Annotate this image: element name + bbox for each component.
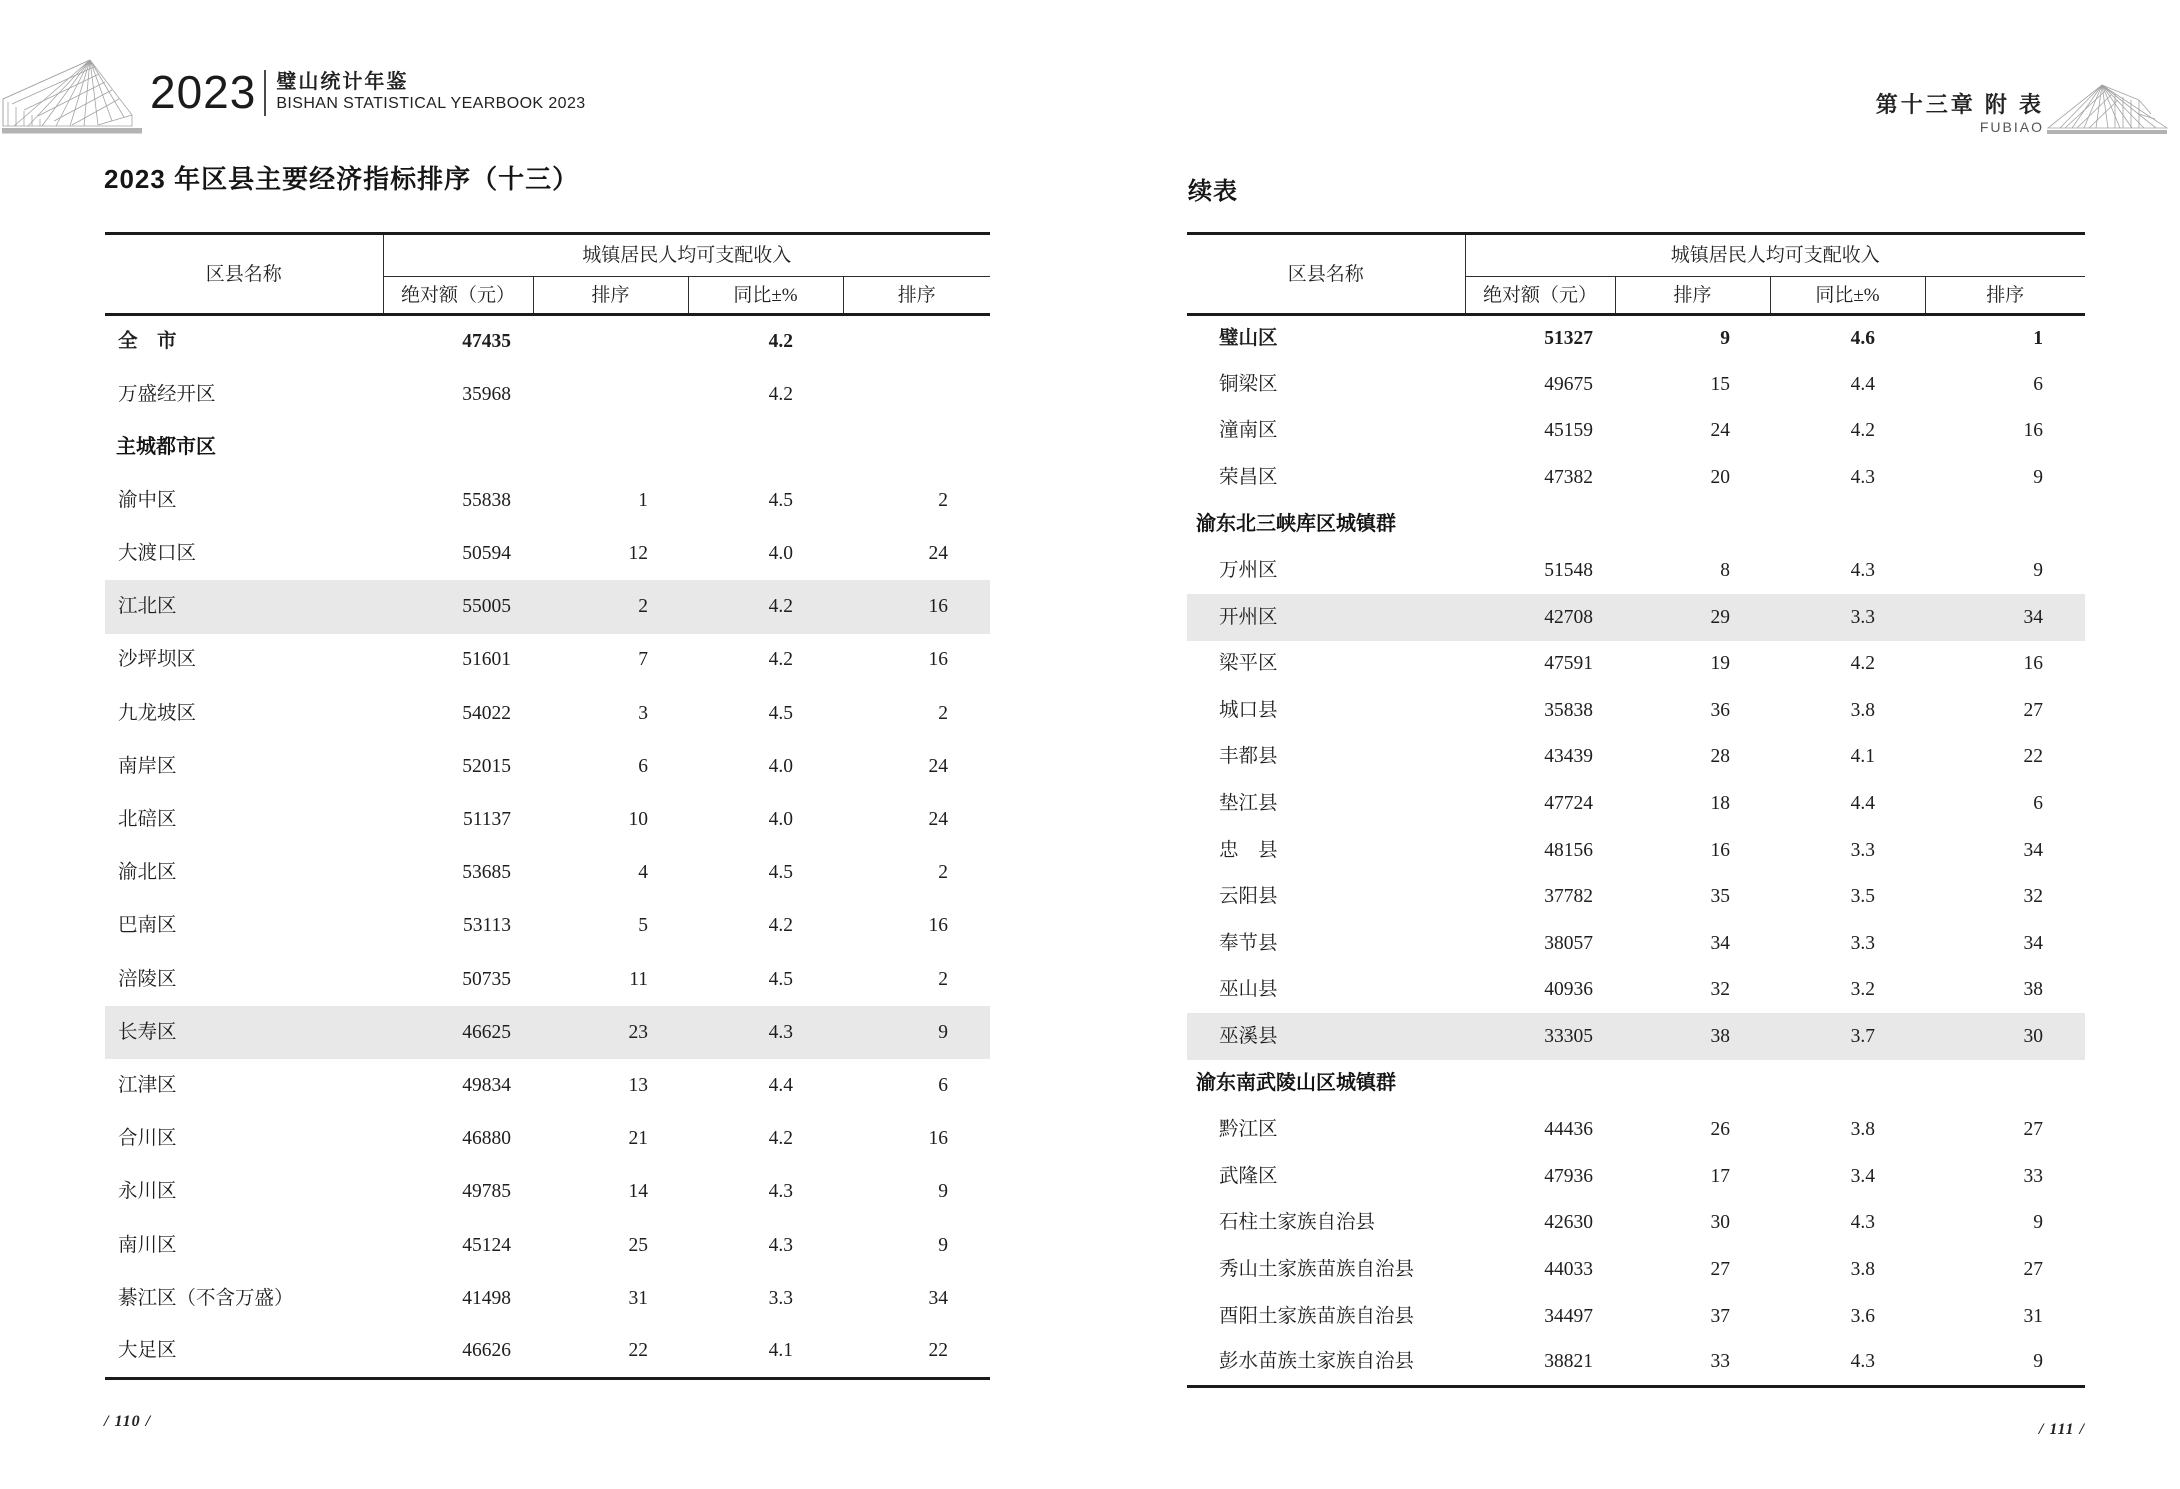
table-row (105, 1059, 990, 1112)
value-cell: 33305 (1544, 1025, 1593, 1047)
table-row (105, 687, 990, 740)
building-wireframe-icon (2045, 78, 2170, 134)
value-cell: 44436 (1544, 1119, 1593, 1141)
value-cell: 23 (628, 1021, 648, 1043)
table-header (105, 234, 990, 315)
value-cell (688, 421, 843, 474)
region-name: 永川区 (118, 1181, 177, 1203)
region-name: 北碚区 (118, 809, 177, 831)
value-cell: 6 (638, 755, 648, 777)
value-cell: 4.6 (1850, 327, 1875, 349)
region-name: 武隆区 (1219, 1165, 1278, 1187)
value-cell: 9 (2033, 1351, 2044, 1373)
col-header-rank1: 排序 (1615, 277, 1770, 315)
value-cell: 4.5 (768, 968, 793, 990)
table-row (105, 953, 990, 1006)
value-cell: 33 (1710, 1351, 1730, 1373)
value-cell: 24 (1710, 420, 1730, 442)
value-cell: 34 (2023, 606, 2044, 628)
value-cell: 27 (2023, 699, 2044, 721)
table-row (105, 1325, 990, 1378)
value-cell: 32 (1710, 979, 1730, 1001)
value-cell: 4.4 (768, 1074, 793, 1096)
table-row (105, 900, 990, 953)
region-name: 彭水苗族土家族自治县 (1219, 1351, 1415, 1373)
table-row (105, 1112, 990, 1165)
value-cell: 54022 (462, 702, 511, 724)
value-cell: 16 (928, 596, 949, 618)
value-cell: 38 (2023, 979, 2044, 1001)
col-header-rank1: 排序 (533, 277, 688, 315)
table-row (1187, 1200, 2085, 1247)
col-header-rank2: 排序 (843, 277, 990, 315)
value-cell: 3.2 (1850, 979, 1875, 1001)
table-row (1187, 920, 2085, 967)
value-cell: 40936 (1544, 979, 1593, 1001)
value-cell: 4.2 (768, 331, 793, 353)
yearbook-title-en: BISHAN STATISTICAL YEARBOOK 2023 (276, 95, 586, 112)
value-cell: 2 (938, 489, 949, 511)
region-name: 巴南区 (118, 915, 177, 937)
table-row (105, 474, 990, 527)
left-indicator-table (105, 232, 990, 1380)
value-cell: 45124 (462, 1234, 511, 1256)
value-cell: 30 (1710, 1212, 1730, 1234)
value-cell (843, 315, 990, 368)
value-cell: 4 (638, 862, 648, 884)
table-row (105, 368, 990, 421)
table-row (105, 793, 990, 846)
col-header-absolute: 绝对额（元） (383, 277, 533, 315)
region-name: 梁平区 (1219, 653, 1278, 675)
value-cell: 15 (1710, 373, 1730, 395)
value-cell: 11 (629, 968, 648, 990)
region-name: 合川区 (118, 1128, 177, 1150)
region-name: 奉节县 (1219, 932, 1278, 954)
region-name: 黔江区 (1219, 1119, 1278, 1141)
value-cell: 24 (928, 543, 949, 565)
value-cell: 28 (1710, 746, 1730, 768)
value-cell: 35968 (462, 383, 511, 405)
value-cell (1770, 501, 1925, 548)
value-cell: 47724 (1544, 792, 1593, 814)
value-cell: 20 (1710, 466, 1730, 488)
header-divider (264, 70, 266, 116)
value-cell: 16 (928, 649, 949, 671)
value-cell: 49675 (1544, 373, 1593, 395)
value-cell: 3.8 (1850, 1258, 1875, 1280)
value-cell: 4.3 (1850, 1212, 1875, 1234)
region-name: 万盛经开区 (118, 383, 216, 405)
right-indicator-table (1187, 232, 2085, 1388)
table-row (1187, 734, 2085, 781)
value-cell: 9 (938, 1234, 949, 1256)
value-cell: 4.3 (1850, 1351, 1875, 1373)
value-cell: 38821 (1544, 1351, 1593, 1373)
value-cell: 55838 (462, 489, 511, 511)
col-header-group: 城镇居民人均可支配收入 (1465, 234, 2085, 277)
value-cell: 26 (1710, 1119, 1730, 1141)
table-row (1187, 1293, 2085, 1340)
value-cell: 19 (1710, 653, 1730, 675)
region-name: 铜梁区 (1219, 373, 1278, 395)
value-cell: 4.2 (768, 596, 793, 618)
table-row (1187, 454, 2085, 501)
value-cell: 18 (1710, 792, 1730, 814)
value-cell: 4.3 (768, 1234, 793, 1256)
table-row (1187, 361, 2085, 408)
col-header-region: 区县名称 (105, 234, 383, 315)
table-row (105, 527, 990, 580)
value-cell: 8 (1720, 560, 1730, 582)
value-cell: 24 (928, 809, 949, 831)
value-cell: 47435 (462, 331, 511, 353)
col-header-yoy: 同比±% (1770, 277, 1925, 315)
value-cell: 4.3 (768, 1181, 793, 1203)
region-name: 酉阳土家族苗族自治县 (1219, 1305, 1415, 1327)
region-name: 南岸区 (118, 755, 177, 777)
value-cell: 37 (1710, 1305, 1730, 1327)
value-cell: 36 (1710, 699, 1730, 721)
value-cell: 46625 (462, 1021, 511, 1043)
value-cell: 22 (2023, 746, 2044, 768)
value-cell: 9 (2033, 466, 2044, 488)
section-row (1187, 501, 2085, 548)
table-row (105, 1272, 990, 1325)
region-name: 垫江县 (1219, 792, 1278, 814)
logo-baseline (2, 128, 142, 134)
value-cell: 21 (628, 1128, 648, 1150)
region-name: 涪陵区 (118, 968, 177, 990)
region-name: 渝东北三峡库区城镇群 (1196, 513, 1396, 536)
value-cell (533, 368, 688, 421)
value-cell: 35 (1710, 886, 1730, 908)
value-cell: 3.3 (1850, 839, 1875, 861)
col-header-rank2: 排序 (1925, 277, 2085, 315)
value-cell: 17 (1710, 1165, 1730, 1187)
value-cell: 3.5 (1850, 886, 1875, 908)
value-cell: 3.3 (768, 1287, 793, 1309)
value-cell: 34 (2023, 932, 2044, 954)
value-cell: 3.8 (1850, 1119, 1875, 1141)
value-cell: 3.8 (1850, 699, 1875, 721)
value-cell: 2 (938, 968, 949, 990)
yearbook-title-cn: 璧山统计年鉴 (276, 71, 409, 93)
value-cell (1615, 1060, 1770, 1107)
value-cell: 51548 (1544, 560, 1593, 582)
value-cell (1925, 1060, 2085, 1107)
table-header (1187, 234, 2085, 315)
left-running-head (150, 68, 586, 116)
value-cell (383, 421, 533, 474)
table-row (1187, 594, 2085, 641)
value-cell: 33 (2023, 1165, 2044, 1187)
value-cell (1770, 1060, 1925, 1107)
table-row (105, 580, 990, 633)
value-cell: 51327 (1544, 327, 1593, 349)
value-cell: 4.3 (1850, 560, 1875, 582)
left-table-title: 2023 年区县主要经济指标排序（十三） (104, 164, 580, 194)
region-name: 开州区 (1219, 606, 1278, 628)
region-name: 九龙坡区 (118, 702, 197, 724)
value-cell: 4.2 (1850, 420, 1875, 442)
region-name: 江津区 (118, 1074, 177, 1096)
value-cell: 34 (928, 1287, 949, 1309)
section-row (105, 421, 990, 474)
value-cell: 16 (928, 1128, 949, 1150)
table-row (105, 315, 990, 368)
page-number-right: / 111 / (2038, 1421, 2085, 1438)
value-cell: 4.3 (1850, 466, 1875, 488)
value-cell: 41498 (462, 1287, 511, 1309)
value-cell: 4.0 (768, 543, 793, 565)
value-cell: 43439 (1544, 746, 1593, 768)
table-row (1187, 315, 2085, 362)
table-row (1187, 827, 2085, 874)
table-body (105, 315, 990, 1379)
value-cell: 42708 (1544, 606, 1593, 628)
page-number-left: / 110 / (104, 1413, 152, 1430)
value-cell (843, 421, 990, 474)
value-cell (533, 315, 688, 368)
building-wireframe-icon (0, 55, 145, 135)
region-name: 潼南区 (1219, 420, 1278, 442)
chapter-title: 第十三章 附 表 (1875, 92, 2044, 117)
value-cell: 5 (638, 915, 648, 937)
table-row (1187, 780, 2085, 827)
region-name: 巫溪县 (1219, 1025, 1278, 1047)
value-cell (1465, 501, 1615, 548)
region-name: 渝中区 (118, 489, 177, 511)
col-header-absolute: 绝对额（元） (1465, 277, 1615, 315)
yearbook-year: 2023 (150, 66, 257, 118)
value-cell: 2 (938, 702, 949, 724)
table-row (105, 1166, 990, 1219)
value-cell: 30 (2023, 1025, 2044, 1047)
value-cell: 3.4 (1850, 1165, 1875, 1187)
value-cell: 34 (2023, 839, 2044, 861)
value-cell: 2 (938, 862, 949, 884)
value-cell: 47382 (1544, 466, 1593, 488)
table-row (1187, 967, 2085, 1014)
value-cell: 50735 (462, 968, 511, 990)
value-cell: 27 (2023, 1119, 2044, 1141)
region-name: 丰都县 (1219, 746, 1278, 768)
logo-baseline (2047, 130, 2167, 134)
value-cell: 9 (938, 1181, 949, 1203)
table-row (1187, 874, 2085, 921)
region-name: 万州区 (1219, 560, 1278, 582)
section-row (1187, 1060, 2085, 1107)
region-name: 綦江区（不含万盛） (118, 1287, 294, 1309)
value-cell: 25 (628, 1234, 648, 1256)
value-cell: 4.1 (768, 1340, 793, 1362)
value-cell: 4.5 (768, 862, 793, 884)
region-name: 云阳县 (1219, 886, 1278, 908)
table-row (1187, 1107, 2085, 1154)
value-cell: 9 (1720, 327, 1730, 349)
value-cell (1615, 501, 1770, 548)
value-cell: 4.2 (1850, 653, 1875, 675)
value-cell: 53685 (462, 862, 511, 884)
value-cell: 27 (1710, 1258, 1730, 1280)
value-cell: 22 (628, 1340, 648, 1362)
value-cell: 4.4 (1850, 373, 1875, 395)
value-cell: 13 (628, 1074, 648, 1096)
value-cell: 38 (1710, 1025, 1730, 1047)
value-cell (1925, 501, 2085, 548)
region-name: 荣昌区 (1219, 466, 1278, 488)
value-cell: 6 (938, 1074, 949, 1096)
table-row (1187, 1013, 2085, 1060)
region-name: 城口县 (1219, 699, 1278, 721)
table-row (105, 1006, 990, 1059)
value-cell: 4.2 (768, 383, 793, 405)
value-cell: 4.5 (768, 489, 793, 511)
table-body (1187, 315, 2085, 1387)
value-cell: 6 (2033, 373, 2044, 395)
value-cell: 51601 (462, 649, 511, 671)
value-cell: 42630 (1544, 1212, 1593, 1234)
value-cell: 7 (638, 649, 648, 671)
table-row (105, 846, 990, 899)
table-row (1187, 547, 2085, 594)
value-cell: 9 (2033, 1212, 2044, 1234)
value-cell: 4.0 (768, 809, 793, 831)
value-cell: 32 (2023, 886, 2044, 908)
value-cell: 51137 (462, 809, 511, 831)
value-cell: 14 (628, 1181, 648, 1203)
value-cell: 45159 (1544, 420, 1593, 442)
region-name: 渝北区 (118, 862, 177, 884)
value-cell: 34497 (1544, 1305, 1593, 1327)
value-cell: 6 (2033, 792, 2044, 814)
table-row (1187, 1246, 2085, 1293)
table-row (1187, 1153, 2085, 1200)
value-cell: 3 (638, 702, 648, 724)
value-cell (843, 368, 990, 421)
value-cell: 16 (928, 915, 949, 937)
value-cell: 22 (928, 1340, 949, 1362)
value-cell: 2 (638, 596, 648, 618)
value-cell: 31 (628, 1287, 648, 1309)
chapter-title-en: FUBIAO (1979, 119, 2044, 135)
value-cell: 10 (628, 809, 648, 831)
table-row (105, 1219, 990, 1272)
table-row (105, 740, 990, 793)
value-cell: 3.3 (1850, 606, 1875, 628)
value-cell: 38057 (1544, 932, 1593, 954)
value-cell: 47936 (1544, 1165, 1593, 1187)
region-name: 大足区 (118, 1340, 177, 1362)
region-name: 秀山土家族苗族自治县 (1219, 1258, 1415, 1280)
region-name: 长寿区 (118, 1021, 177, 1043)
region-name: 江北区 (118, 596, 177, 618)
right-running-head (1876, 94, 2044, 134)
table-row (1187, 408, 2085, 455)
value-cell: 4.5 (768, 702, 793, 724)
value-cell: 12 (628, 543, 648, 565)
value-cell: 24 (928, 755, 949, 777)
value-cell: 48156 (1544, 839, 1593, 861)
value-cell: 34 (1710, 932, 1730, 954)
value-cell: 35838 (1544, 699, 1593, 721)
col-header-region: 区县名称 (1187, 234, 1465, 315)
value-cell: 3.3 (1850, 932, 1875, 954)
value-cell: 52015 (462, 755, 511, 777)
value-cell: 44033 (1544, 1258, 1593, 1280)
value-cell: 9 (938, 1021, 949, 1043)
value-cell: 4.1 (1850, 746, 1875, 768)
region-name: 南川区 (118, 1234, 177, 1256)
region-name: 璧山区 (1219, 327, 1278, 349)
value-cell: 16 (1710, 839, 1730, 861)
value-cell: 49834 (462, 1074, 511, 1096)
value-cell: 31 (2023, 1305, 2044, 1327)
value-cell: 46626 (462, 1340, 511, 1362)
value-cell: 4.3 (768, 1021, 793, 1043)
table-row (1187, 641, 2085, 688)
value-cell: 4.2 (768, 649, 793, 671)
value-cell: 27 (2023, 1258, 2044, 1280)
value-cell: 47591 (1544, 653, 1593, 675)
value-cell (1465, 1060, 1615, 1107)
value-cell: 1 (2033, 327, 2044, 349)
value-cell: 4.4 (1850, 792, 1875, 814)
value-cell: 16 (2023, 653, 2044, 675)
value-cell: 3.6 (1850, 1305, 1875, 1327)
value-cell: 29 (1710, 606, 1730, 628)
value-cell: 4.0 (768, 755, 793, 777)
value-cell (533, 421, 688, 474)
value-cell: 53113 (462, 915, 511, 937)
col-header-yoy: 同比±% (688, 277, 843, 315)
col-header-group: 城镇居民人均可支配收入 (383, 234, 990, 277)
region-name: 大渡口区 (118, 543, 197, 565)
region-name: 巫山县 (1219, 979, 1278, 1001)
value-cell: 4.2 (768, 1128, 793, 1150)
region-name: 石柱土家族自治县 (1219, 1212, 1376, 1234)
value-cell: 1 (638, 489, 648, 511)
table-row (105, 634, 990, 687)
value-cell: 46880 (462, 1128, 511, 1150)
value-cell: 9 (2033, 560, 2044, 582)
value-cell: 4.2 (768, 915, 793, 937)
value-cell: 55005 (462, 596, 511, 618)
table-row (1187, 687, 2085, 734)
value-cell: 49785 (462, 1181, 511, 1203)
right-table-title: 续表 (1188, 178, 1238, 205)
region-name: 沙坪坝区 (118, 649, 197, 671)
value-cell: 16 (2023, 420, 2044, 442)
region-name: 全 市 (118, 331, 177, 353)
value-cell: 37782 (1544, 886, 1593, 908)
region-name: 渝东南武陵山区城镇群 (1196, 1072, 1396, 1095)
value-cell: 3.7 (1850, 1025, 1875, 1047)
region-name: 忠 县 (1219, 839, 1278, 861)
value-cell: 50594 (462, 543, 511, 565)
table-row (1187, 1340, 2085, 1387)
region-name: 主城都市区 (116, 436, 216, 459)
